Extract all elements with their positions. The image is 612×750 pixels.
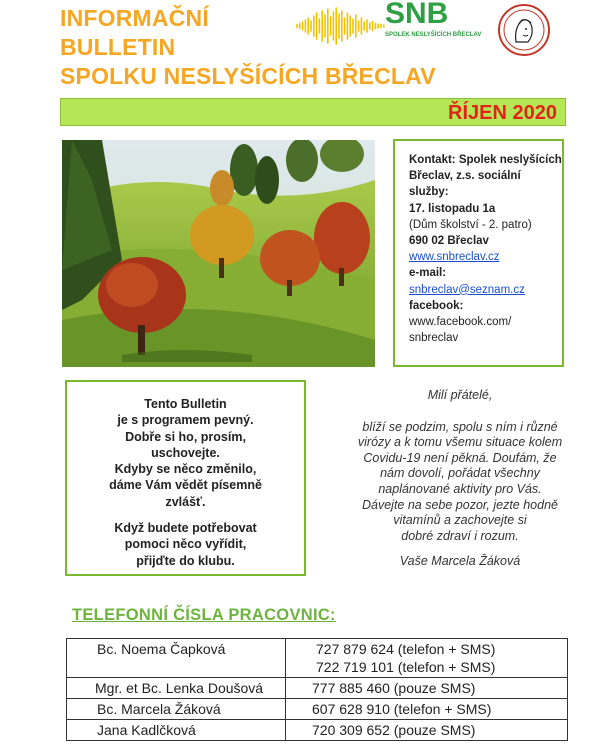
phone-number: 607 628 910 (telefon + SMS) xyxy=(286,699,568,720)
union-seal-logo xyxy=(498,4,550,56)
letter-line: blíží se podzim, spolu s ním i různé xyxy=(362,419,558,434)
table-row xyxy=(67,639,568,678)
table-row xyxy=(67,678,568,699)
staff-name: Bc. Noema Čapková xyxy=(67,639,286,678)
note-line: Dobře si ho, prosím, xyxy=(125,429,246,444)
greeting-letter xyxy=(320,388,600,570)
facebook-handle: snbreclav xyxy=(409,332,459,345)
snb-logo-text: SNB xyxy=(385,0,449,30)
note-line: Kdyby se něco změnilo, xyxy=(114,462,257,477)
issue-month: ŘÍJEN 2020 xyxy=(448,102,557,124)
phone-number: 722 719 101 (telefon + SMS) xyxy=(316,659,496,675)
facebook-label: facebook: xyxy=(409,299,464,312)
website-link[interactable]: www.snbreclav.cz xyxy=(409,251,500,264)
contact-city: 690 02 Břeclav xyxy=(409,235,489,248)
month-banner xyxy=(60,98,566,126)
note-line: je s programem pevný. xyxy=(117,413,254,428)
letter-line: Covidu-19 není pěkná. Doufám, že xyxy=(363,450,557,465)
note-line: přijďte do klubu. xyxy=(136,553,235,568)
title-line-1: INFORMAČNÍ xyxy=(60,5,209,31)
staff-number xyxy=(286,639,568,678)
letter-line: naplánované aktivity pro Vás. xyxy=(378,481,542,496)
contact-label: Kontakt: Spolek neslyšících Břeclav, z.s. sociální služby: xyxy=(409,154,562,199)
note-line: Tento Bulletin xyxy=(144,397,227,411)
note-line: dáme Vám vědět písemně xyxy=(109,478,262,493)
email-link[interactable]: snbreclav@seznam.cz xyxy=(409,283,525,296)
title-line-2: BULLETIN xyxy=(60,34,176,60)
contact-building: (Dům školství - 2. patro) xyxy=(409,218,532,231)
phone-number: 727 879 624 (telefon + SMS) xyxy=(316,641,496,657)
letter-line: nám dovolí, pořádat všechny xyxy=(380,466,540,481)
staff-name: Bc. Marcela Žáková xyxy=(67,699,286,720)
note-line: Když budete potřebovat xyxy=(114,521,257,536)
table-row xyxy=(67,699,568,720)
phone-number: 720 309 652 (pouze SMS) xyxy=(286,720,568,741)
staff-name: Jana Kadlčková xyxy=(67,720,286,741)
phone-number: 777 885 460 (pouze SMS) xyxy=(286,678,568,699)
letter-line: virózy a k tomu všemu situace kolem xyxy=(357,435,563,450)
contact-box xyxy=(393,139,564,367)
title-line-3: SPOLKU NESLYŠÍCÍCH BŘECLAV xyxy=(60,63,436,89)
phones-heading: TELEFONNÍ ČÍSLA PRACOVNIC: xyxy=(72,606,336,624)
snb-logo-subtext: SPOLEK NESLYŠÍCÍCH BŘECLAV xyxy=(385,32,482,38)
letter-signature: Vaše Marcela Žáková xyxy=(399,554,521,569)
autumn-landscape-photo xyxy=(62,140,375,367)
bulletin-note-box xyxy=(65,380,306,576)
letter-line: dobré zdraví i rozum. xyxy=(401,528,519,543)
contact-street: 17. listopadu 1a xyxy=(409,202,496,215)
phone-table xyxy=(66,638,568,741)
letter-line: Dávejte na sebe pozor, jezte hodně xyxy=(362,497,558,512)
note-line: uschovejte. xyxy=(151,445,220,460)
facebook-url: www.facebook.com/ xyxy=(409,316,512,329)
letter-greeting: Milí přátelé, xyxy=(427,388,493,402)
table-row xyxy=(67,720,568,741)
note-line: zvlášť. xyxy=(165,494,206,509)
email-label: e-mail: xyxy=(409,267,447,280)
note-line: pomoci něco vyřídit, xyxy=(124,537,247,552)
staff-name: Mgr. et Bc. Lenka Doušová xyxy=(67,678,286,699)
letter-line: vitamínů a zachovejte si xyxy=(393,513,527,528)
